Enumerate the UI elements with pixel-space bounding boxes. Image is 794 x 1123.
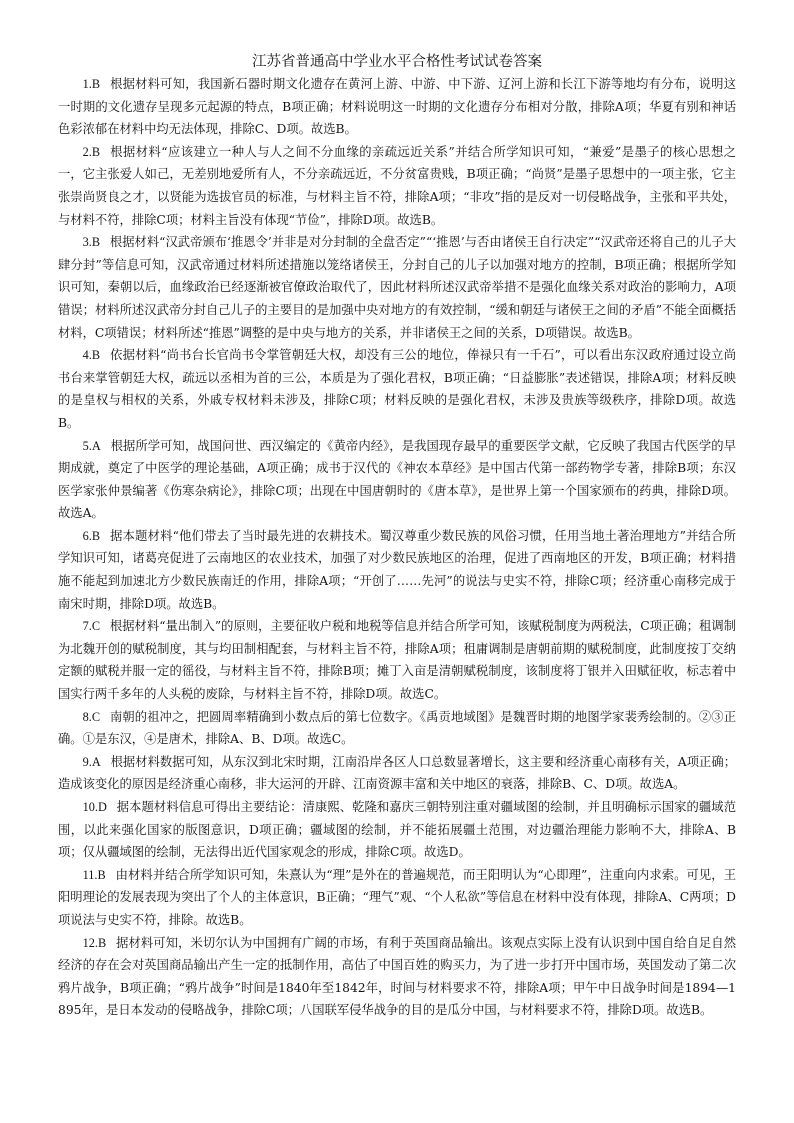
answer-item	[58, 435, 736, 525]
answer-explanation: 据本题材料“他们带去了当时最先进的农耕技术。蜀汉尊重少数民族的风俗习惯，任用当地土著治理地方”并结合所学知识可知，诸葛亮促进了云南地区的农业技术，加强了对少数民族地区的治理，促进了西南地区的开发，B项正确；材料措施不能起到加速北方少数民族南迁的作用，排除A项；“开创了……先河”的说法与史实不符，排除C项；经济重心南移完成于南宋时期，排除D项。故选B。	[58, 528, 736, 611]
question-number: 7.	[82, 619, 92, 634]
answer-choice: A	[91, 754, 101, 769]
answer-choice: B	[91, 235, 101, 250]
answer-explanation: 据材料可知，米切尔认为中国拥有广阔的市场，有利于英国商品输出。该观点实际上没有认识到中国自给自足自然经济的存在会对英国商品输出产生一定的抵制作用，高估了中国百姓的购买力，为了进一步打开中国市场，英国发动了第二次鸦片战争，B项正确；“鸦片战争”时间是1840年至1842年，时间与材料要求不符，排除A项；甲午中日战争时间是1894—1895年，是日本发动的侵略战争，排除C项；八国联军侵华战争的目的是瓜分中国，与材料要求不符，排除D项。故选B。	[58, 935, 736, 1018]
question-number: 12.	[82, 935, 98, 950]
question-number: 11.	[82, 867, 98, 882]
answer-explanation: 据本题材料信息可得出主要结论：清康熙、乾隆和嘉庆三朝特别注重对疆域图的绘制，并且明确标示国家的疆域范围，以此来强化国家的版图意识，D项正确；疆域图的绘制，并不能拓展疆土范围，对边疆治理能力影响不大，排除A、B项；仅从疆域图的绘制，无法得出近代国家观念的形成，排除C项。故选D。	[58, 800, 736, 860]
answer-item	[58, 706, 736, 751]
answer-item	[58, 932, 736, 1022]
answer-choice: B	[91, 77, 101, 91]
answer-item	[58, 796, 736, 864]
page-title: 江苏省普通高中学业水平合格性考试试卷答案	[252, 54, 542, 70]
question-number: 4.	[82, 348, 92, 363]
answer-choice: A	[91, 438, 101, 453]
question-number: 2.	[82, 144, 92, 159]
answer-choice: B	[91, 528, 101, 543]
answer-choice: D	[97, 800, 107, 814]
answer-item	[58, 525, 736, 615]
answer-choice: B	[97, 935, 107, 950]
answer-choice: B	[91, 348, 101, 363]
answer-explanation: 由材料并结合所学知识可知，朱熹认为“理”是外在的普遍规范，而王阳明认为“心即理”，注重向内求索。可见，王阳明理论的发展表现为突出了个人的主体意识，B正确；“理气”观、“个人私欲”等信息在材料中没有体现，排除A、C两项；D项说法与史实不符，排除。故选B。	[58, 867, 736, 927]
answer-explanation: 依据材料“尚书台长官尚书令掌管朝廷大权，却没有三公的地位，俸禄只有一千石”，可以看出东汉政府通过设立尚书台来掌管朝廷大权，疏远以丞相为首的三公，本质是为了强化君权，B项正确；“日益膨胀”表述错误，排除A项；材料反映的是皇权与相权的关系，外戚专权材料未涉及，排除C项；材料反映的是强化君权，未涉及贵族等级秩序，排除D项。故选B。	[58, 348, 736, 430]
answer-explanation: 根据材料可知，我国新石器时期文化遗存在黄河上游、中游、中下游、辽河上游和长江下游等地均有分布，说明这一时期的文化遗存呈现多元起源的特点，B项正确；材料说明这一时期的文化遗存分布相对分散，排除A项；华夏有别和神话色彩浓郁在材料中均无法体现，排除C、D项。故选B。	[58, 77, 736, 137]
answer-item	[58, 864, 736, 932]
answer-item	[58, 231, 736, 344]
answer-choice: B	[97, 867, 106, 882]
answer-explanation: 根据材料“汉武帝颁布‘推恩令’并非是对分封制的全盘否定”“‘推恩’与否由诸侯王自行决定”“汉武帝还将自己的儿子大肆分封”等信息可知，汉武帝通过材料所述措施以笼络诸侯王，分封自己的儿子以加强对地方的控制，B项正确；根据所学知识可知，秦朝以后，血缘政治已经逐渐被官僚政治取代了，因此材料所述汉武帝举措不是强化血缘关系对政治的影响力，A项错误；材料所述汉武帝分封自己儿子的主要目的是加强中央对地方的有效控制，“缓和朝廷与诸侯王之间的矛盾”不能全面概括材料，C项错误；材料所述“推恩”调整的是中央与地方的关系，并非诸侯王之间的关系，D项错误。故选B。	[58, 235, 736, 340]
question-number: 6.	[82, 528, 92, 543]
answer-item	[58, 141, 736, 231]
answer-choice: C	[91, 709, 101, 724]
answer-item	[58, 344, 736, 434]
answer-item	[58, 615, 736, 705]
answer-choice: C	[91, 619, 101, 634]
question-number: 3.	[82, 235, 92, 250]
answer-explanation: 根据材料“应该建立一种人与人之间不分血缘的亲疏远近关系”并结合所学知识可知，“兼爱”是墨子的核心思想之一，它主张爱人如己，无差别地爱所有人，不分亲疏远近，不分贫富贵贱，B项正确；“尚贤”是墨子思想中的一项主张，它主张崇尚贤良之才，以贤能为选拔官员的标准，与材料主旨不符，排除A项；“非攻”指的是反对一切侵略战争，主张和平共处，与材料不符，排除C项；材料主旨没有体现“节俭”，排除D项。故选B。	[58, 144, 736, 227]
answer-explanation: 根据所学可知，战国问世、西汉编定的《黄帝内经》，是我国现存最早的重要医学文献，它反映了我国古代医学的早期成就，奠定了中医学的理论基础，A项正确；成书于汉代的《神农本草经》是中国古代第一部药物学专著，排除B项；东汉医学家张仲景编著《伤寒杂病论》，排除C项；出现在中国唐朝时的《唐本草》，是世界上第一个国家颁布的药典，排除D项。故选A。	[58, 438, 736, 521]
question-number: 8.	[82, 709, 92, 724]
answer-item	[58, 751, 736, 796]
question-number: 10.	[82, 800, 98, 814]
answer-explanation: 根据材料数据可知，从东汉到北宋时期，江南沿岸各区人口总数显著增长，这主要和经济重心南移有关，A项正确；造成该变化的原因是经济重心南移，非大运河的开辟、江南资源丰富和关中地区的衰落，排除B、C、D项。故选A。	[58, 754, 736, 792]
question-number: 9.	[82, 754, 92, 769]
answer-item	[58, 73, 736, 141]
answer-list	[58, 73, 736, 1022]
answer-choice: B	[91, 144, 101, 159]
answer-explanation: 根据材料“量出制入”的原则，主要征收户税和地税等信息并结合所学可知，该赋税制度为两税法，C项正确；租调制为北魏开创的赋税制度，其与均田制相配套，与材料主旨不符，排除A项；租庸调制是唐朝前期的赋税制度，此制度按丁交纳定额的赋税并服一定的徭役，与材料主旨不符，排除B项；摊丁入亩是清朝赋税制度，该制度将丁银并入田赋征收，标志着中国实行两千多年的人头税的废除，与材料主旨不符，排除D项。故选C。	[58, 619, 736, 702]
question-number: 1.	[82, 77, 92, 91]
answer-explanation: 南朝的祖冲之，把圆周率精确到小数点后的第七位数字。《禹贡地域图》是魏晋时期的地图学家裴秀绘制的。②③正确。①是东汉，④是唐术，排除A、B、D项。故选C。	[58, 709, 736, 747]
question-number: 5.	[82, 438, 92, 453]
